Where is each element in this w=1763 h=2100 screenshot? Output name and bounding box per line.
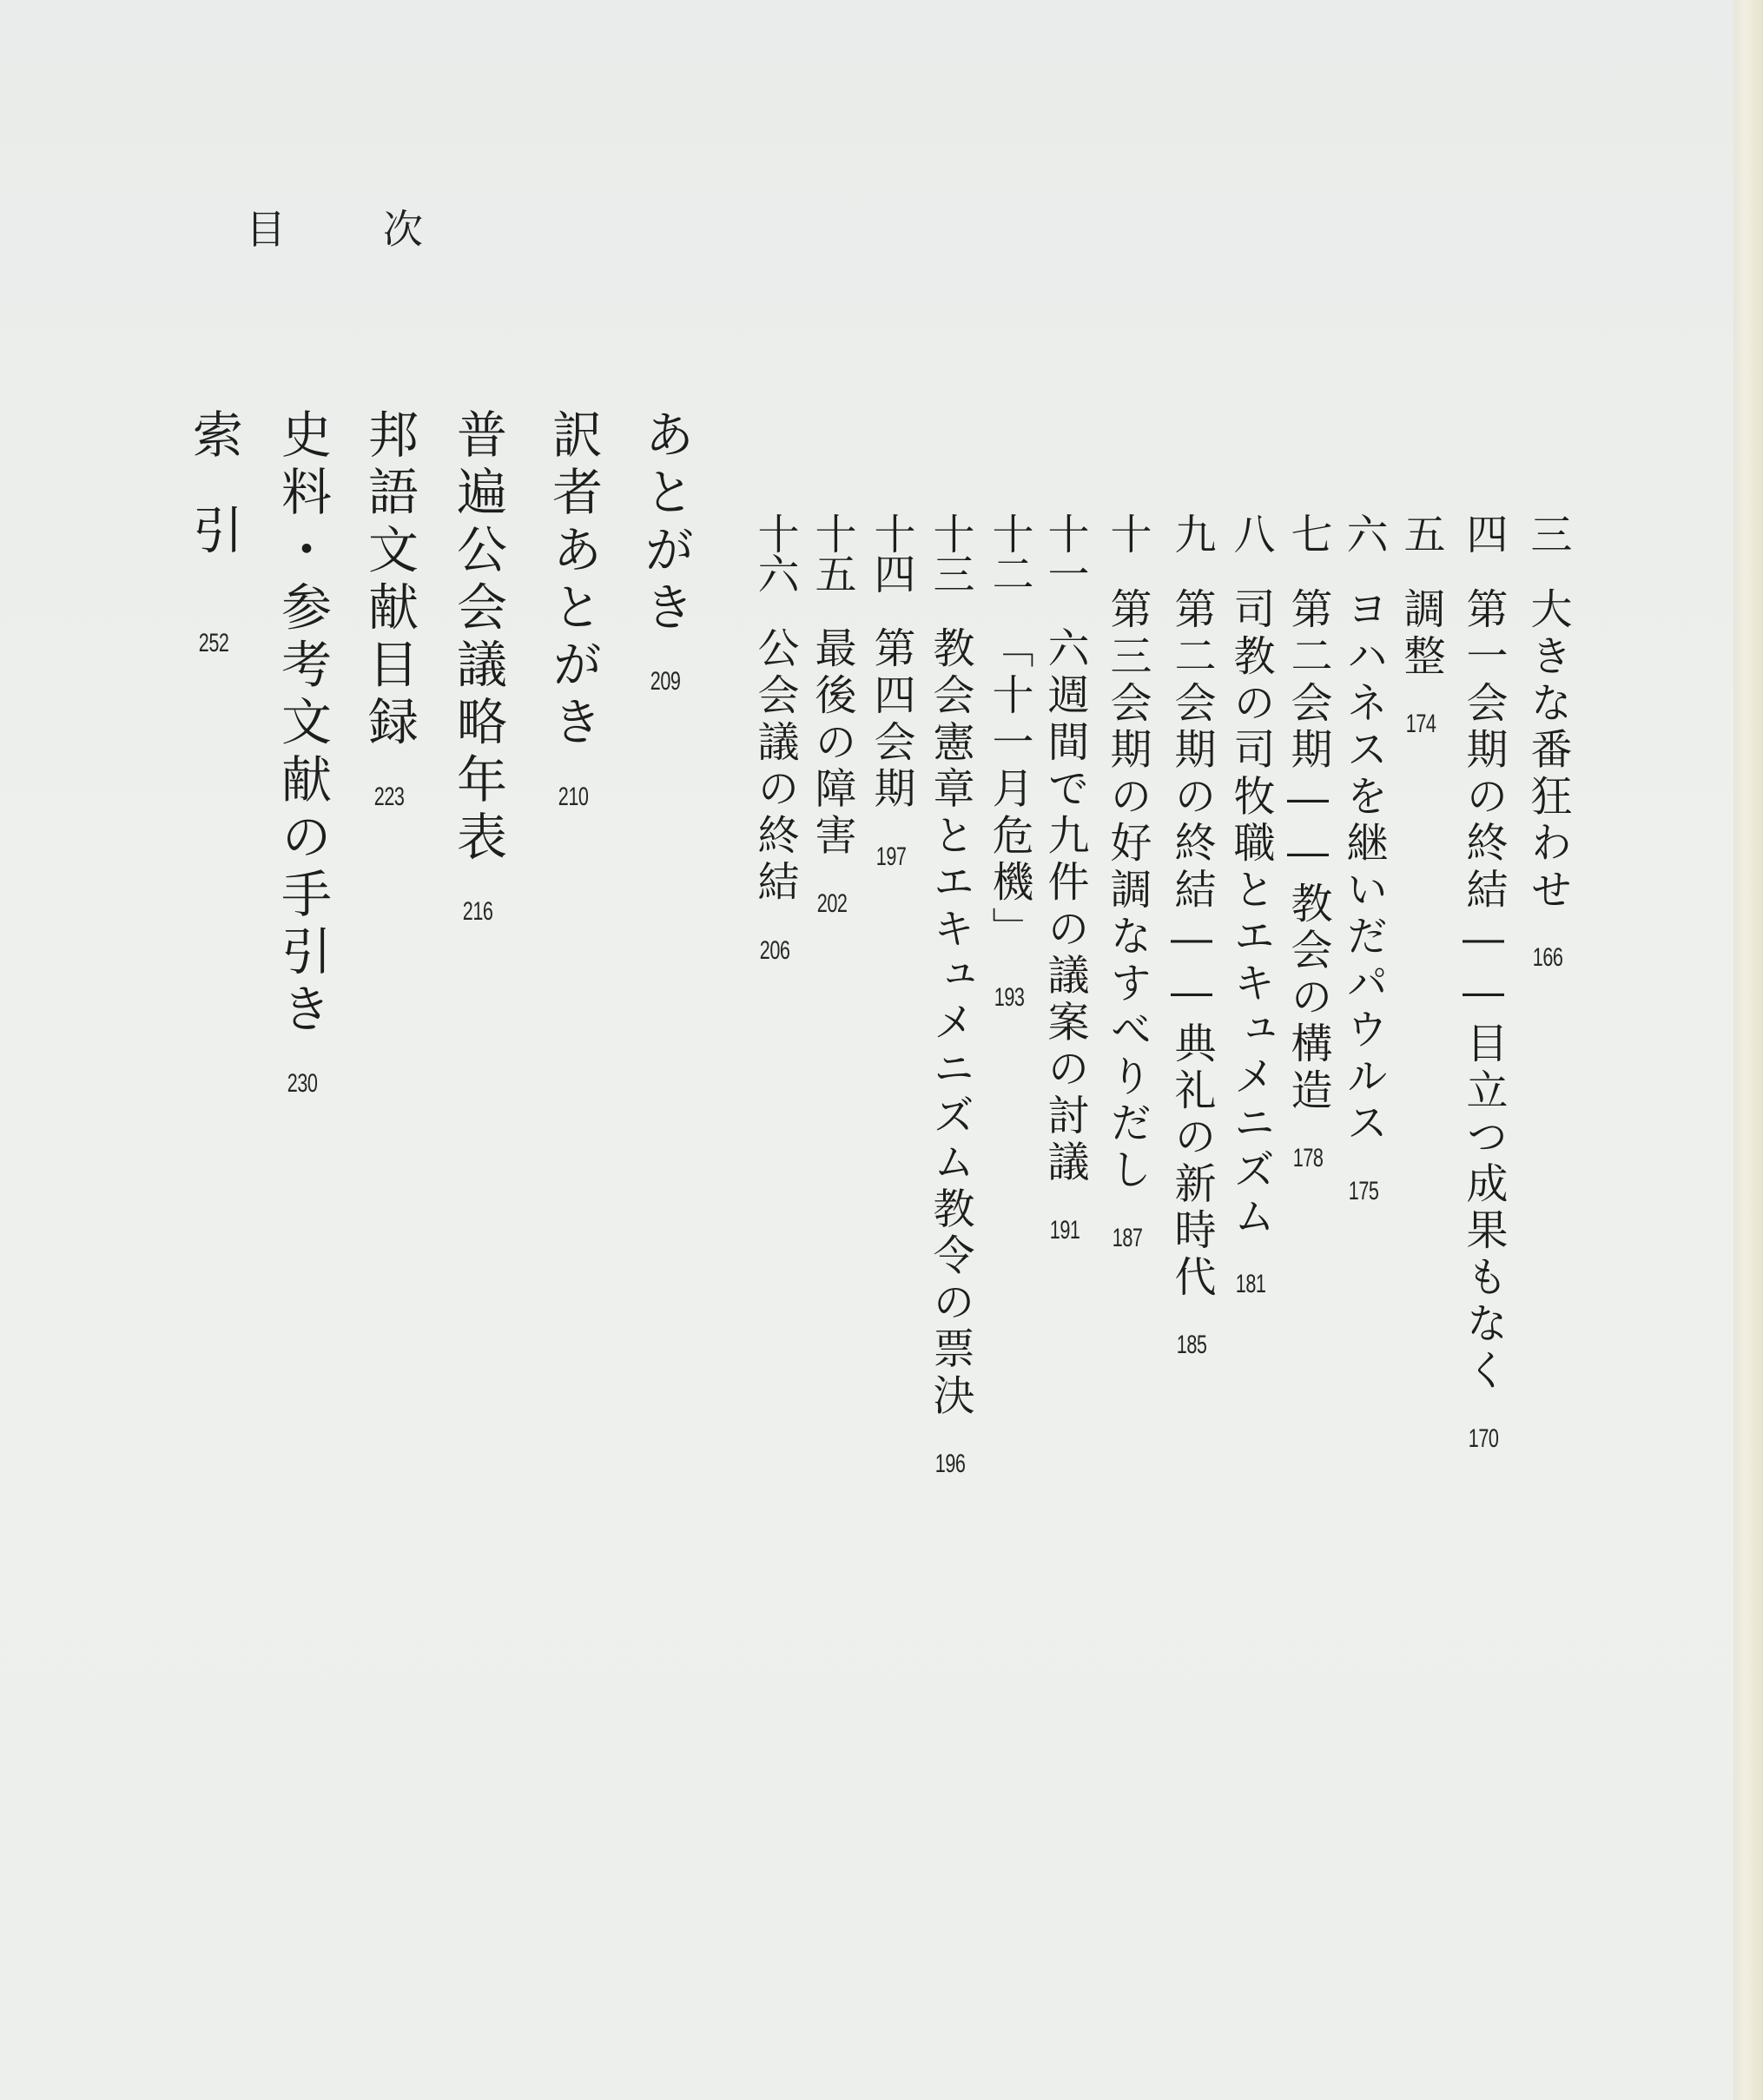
- page-number: 185: [1176, 1331, 1207, 1360]
- chapter-number: 十三: [926, 512, 974, 592]
- chapter-number: 十五: [808, 512, 856, 592]
- chapter-number: 九: [1167, 512, 1216, 552]
- toc-entry: [749, 512, 801, 578]
- back-matter-title: 訳者あとがき: [544, 408, 603, 753]
- page-number: 209: [650, 667, 681, 697]
- page-number: 170: [1468, 1423, 1499, 1453]
- page-number: 166: [1532, 942, 1563, 972]
- chapter-title: 「十一月危機」: [985, 626, 1033, 954]
- chapter-number: 四: [1459, 512, 1508, 552]
- page-number: 252: [198, 629, 229, 658]
- back-matter-title: あとがき: [636, 408, 695, 638]
- back-matter-entry: [544, 408, 603, 811]
- page-edge: [1733, 0, 1763, 2100]
- toc-entry: [924, 512, 976, 1477]
- toc-entry: [983, 512, 1035, 1011]
- page-number: 191: [1049, 1216, 1080, 1245]
- chapter-title: 第四会期: [867, 626, 915, 814]
- toc-entry: [1337, 512, 1390, 1205]
- page-number: 197: [875, 842, 907, 872]
- chapter-title: 教会憲章とエキュメニズム教令の票決: [926, 626, 974, 1421]
- chapter-number: 十四: [867, 512, 915, 592]
- page-number: 223: [373, 782, 405, 811]
- back-matter-entry: [448, 408, 507, 926]
- page-number: 178: [1292, 1143, 1324, 1172]
- page-number: 174: [1405, 710, 1436, 739]
- page-number: 210: [558, 782, 589, 811]
- header-char-1: 目: [246, 206, 286, 253]
- page-number: 230: [287, 1069, 318, 1099]
- page-number: 175: [1348, 1176, 1379, 1205]
- chapter-number: 五: [1397, 512, 1445, 552]
- chapter-number: 十六: [750, 512, 799, 592]
- page-number: 216: [462, 896, 493, 926]
- toc-entry: [1457, 512, 1509, 1452]
- chapter-title: ヨハネスを継いだパウルス: [1339, 586, 1388, 1147]
- toc-entry: [1522, 512, 1574, 971]
- chapter-title: 大きな番狂わせ: [1523, 586, 1572, 914]
- chapter-number: 十: [1103, 512, 1152, 552]
- toc-entry: [865, 512, 917, 870]
- back-matter-title: 史料・参考文献の手引き: [273, 408, 332, 1040]
- chapter-title: 司教の司牧職とエキュメニズム: [1226, 586, 1275, 1241]
- page-number: 202: [816, 889, 848, 919]
- back-matter-title: 索引: [184, 408, 243, 600]
- chapter-title: 第二会期――教会の構造: [1284, 586, 1332, 1114]
- chapter-title: 第三会期の好調なすべりだし: [1103, 586, 1152, 1194]
- page-number: 196: [934, 1450, 966, 1479]
- toc-entry: [749, 512, 801, 964]
- chapter-title: 調整: [1397, 586, 1445, 681]
- page-number: 181: [1235, 1270, 1266, 1299]
- back-matter-entry: [184, 408, 243, 658]
- chapter-number: 六: [1339, 512, 1388, 552]
- chapter-title: 第二会期の終結――典礼の新時代: [1167, 586, 1216, 1302]
- toc-entry: [1101, 512, 1153, 1251]
- toc-entry: [1165, 512, 1218, 1358]
- back-matter-entry: [360, 408, 419, 811]
- chapter-number: 八: [1226, 512, 1275, 552]
- chapter-title: 最後の障害: [808, 626, 856, 861]
- back-matter-title: 普遍公会議略年表: [448, 408, 507, 868]
- chapter-number: 三: [1523, 512, 1572, 552]
- toc-entry: [1282, 512, 1334, 1172]
- back-matter-title: 邦語文献目録: [360, 408, 419, 753]
- toc-entry: [1225, 512, 1277, 1298]
- back-matter-entry: [636, 408, 695, 697]
- chapter-title: 公会議の終結: [750, 626, 799, 907]
- toc-entry: [1039, 512, 1091, 1244]
- chapter-number: 七: [1284, 512, 1332, 552]
- back-matter-entry: [273, 408, 332, 1099]
- toc-entry: [808, 512, 860, 578]
- page-number: 193: [994, 982, 1025, 1012]
- header-char-2: 次: [383, 206, 423, 253]
- toc-entry: [1395, 512, 1447, 737]
- chapter-title: 第一会期の終結――目立つ成果もなく: [1459, 586, 1508, 1395]
- chapter-title: 六週間で九件の議案の討議: [1040, 626, 1089, 1187]
- page-number: 206: [759, 935, 790, 965]
- chapter-number: 十一: [1040, 512, 1089, 592]
- chapter-number: 十二: [985, 512, 1033, 592]
- page-number: 187: [1112, 1223, 1143, 1252]
